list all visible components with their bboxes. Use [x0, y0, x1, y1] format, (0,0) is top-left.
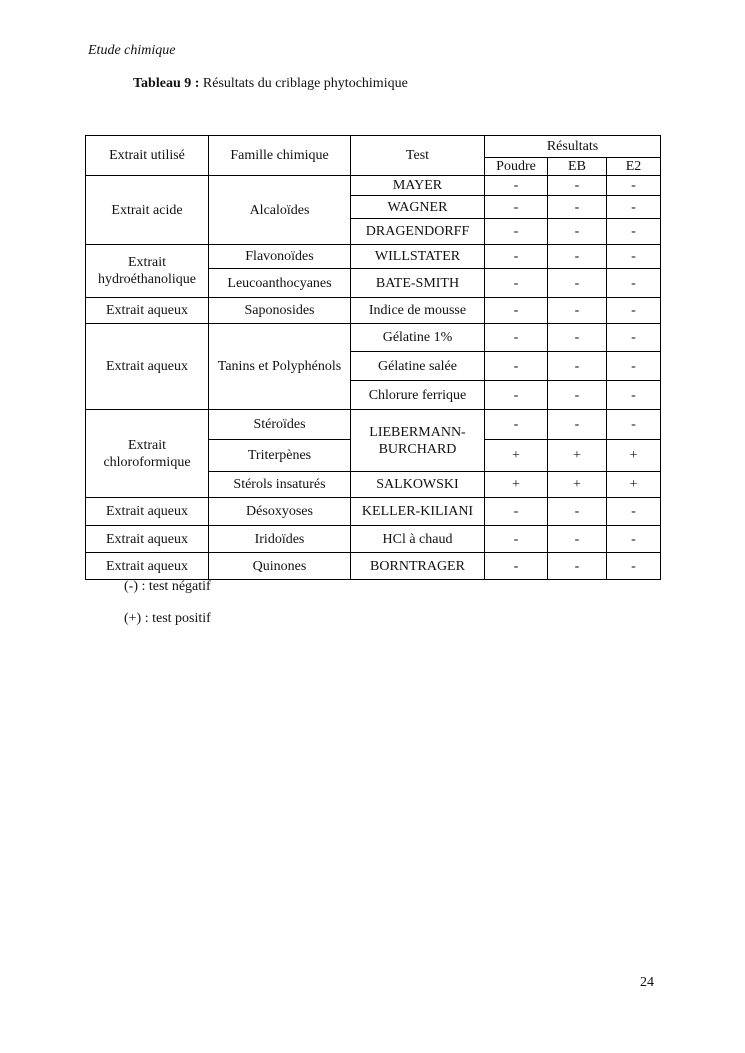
- eb-cell: -: [548, 381, 607, 410]
- test-cell: DRAGENDORFF: [351, 219, 485, 245]
- eb-cell: -: [548, 269, 607, 298]
- poudre-cell: -: [485, 298, 548, 324]
- eb-cell: -: [548, 196, 607, 219]
- extrait-cell: Extrait acide: [86, 176, 209, 245]
- running-header: Etude chimique: [88, 43, 176, 58]
- e2-cell: -: [607, 176, 661, 196]
- extrait-cell: Extrait aqueux: [86, 324, 209, 410]
- caption-label: Tableau 9 :: [133, 76, 200, 91]
- e2-cell: -: [607, 526, 661, 553]
- legend-negative: (-) : test négatif: [124, 579, 211, 594]
- poudre-cell: -: [485, 324, 548, 352]
- eb-cell: +: [548, 440, 607, 472]
- e2-cell: -: [607, 352, 661, 381]
- eb-cell: -: [548, 526, 607, 553]
- eb-cell: -: [548, 352, 607, 381]
- e2-cell: -: [607, 410, 661, 440]
- extrait-cell: Extrait hydroéthanolique: [86, 245, 209, 298]
- poudre-cell: -: [485, 410, 548, 440]
- famille-cell: Quinones: [209, 553, 351, 580]
- test-cell: LIEBERMANN-BURCHARD: [351, 410, 485, 472]
- famille-cell: Désoxyoses: [209, 498, 351, 526]
- e2-cell: +: [607, 472, 661, 498]
- poudre-cell: -: [485, 196, 548, 219]
- poudre-cell: -: [485, 381, 548, 410]
- poudre-cell: -: [485, 352, 548, 381]
- poudre-cell: +: [485, 440, 548, 472]
- table-row: [86, 410, 661, 440]
- table-row: [86, 245, 661, 269]
- table-row: [86, 526, 661, 553]
- test-cell: KELLER-KILIANI: [351, 498, 485, 526]
- test-cell: Indice de mousse: [351, 298, 485, 324]
- eb-cell: -: [548, 324, 607, 352]
- eb-cell: -: [548, 410, 607, 440]
- caption-text: Résultats du criblage phytochimique: [199, 76, 408, 91]
- poudre-cell: -: [485, 526, 548, 553]
- header-resultats: Résultats: [485, 136, 661, 158]
- famille-cell: Flavonoïdes: [209, 245, 351, 269]
- e2-cell: -: [607, 553, 661, 580]
- eb-cell: -: [548, 498, 607, 526]
- page-number: 24: [640, 975, 654, 990]
- eb-cell: -: [548, 553, 607, 580]
- test-cell: WILLSTATER: [351, 245, 485, 269]
- famille-cell: Triterpènes: [209, 440, 351, 472]
- table-caption: [133, 76, 408, 92]
- header-test: Test: [351, 136, 485, 176]
- table-row: [86, 298, 661, 324]
- eb-cell: -: [548, 176, 607, 196]
- e2-cell: -: [607, 381, 661, 410]
- header-extrait: Extrait utilisé: [86, 136, 209, 176]
- poudre-cell: -: [485, 498, 548, 526]
- header-eb: EB: [548, 158, 607, 176]
- legend-positive: (+) : test positif: [124, 611, 211, 626]
- e2-cell: -: [607, 269, 661, 298]
- test-cell: WAGNER: [351, 196, 485, 219]
- test-cell: Gélatine 1%: [351, 324, 485, 352]
- table-row: [86, 498, 661, 526]
- extrait-cell: Extrait chloroformique: [86, 410, 209, 498]
- results-table: [85, 135, 661, 580]
- extrait-cell: Extrait aqueux: [86, 526, 209, 553]
- famille-cell: Saponosides: [209, 298, 351, 324]
- poudre-cell: -: [485, 245, 548, 269]
- eb-cell: -: [548, 245, 607, 269]
- extrait-cell: Extrait aqueux: [86, 298, 209, 324]
- test-cell: HCl à chaud: [351, 526, 485, 553]
- table-row: [86, 324, 661, 352]
- test-cell: BORNTRAGER: [351, 553, 485, 580]
- famille-cell: Tanins et Polyphénols: [209, 324, 351, 410]
- test-cell: MAYER: [351, 176, 485, 196]
- test-cell: Gélatine salée: [351, 352, 485, 381]
- famille-cell: Leucoanthocyanes: [209, 269, 351, 298]
- header-row: [86, 136, 661, 158]
- famille-cell: Stérols insaturés: [209, 472, 351, 498]
- poudre-cell: -: [485, 219, 548, 245]
- test-cell: SALKOWSKI: [351, 472, 485, 498]
- poudre-cell: -: [485, 269, 548, 298]
- e2-cell: +: [607, 440, 661, 472]
- eb-cell: -: [548, 298, 607, 324]
- poudre-cell: +: [485, 472, 548, 498]
- test-cell: BATE-SMITH: [351, 269, 485, 298]
- test-cell: Chlorure ferrique: [351, 381, 485, 410]
- e2-cell: -: [607, 245, 661, 269]
- e2-cell: -: [607, 196, 661, 219]
- e2-cell: -: [607, 219, 661, 245]
- poudre-cell: -: [485, 553, 548, 580]
- e2-cell: -: [607, 324, 661, 352]
- famille-cell: Iridoïdes: [209, 526, 351, 553]
- eb-cell: +: [548, 472, 607, 498]
- e2-cell: -: [607, 298, 661, 324]
- eb-cell: -: [548, 219, 607, 245]
- table-row: [86, 553, 661, 580]
- extrait-cell: Extrait aqueux: [86, 498, 209, 526]
- famille-cell: Stéroïdes: [209, 410, 351, 440]
- header-famille: Famille chimique: [209, 136, 351, 176]
- famille-cell: Alcaloïdes: [209, 176, 351, 245]
- table-row: [86, 176, 661, 196]
- header-poudre: Poudre: [485, 158, 548, 176]
- header-e2: E2: [607, 158, 661, 176]
- poudre-cell: -: [485, 176, 548, 196]
- e2-cell: -: [607, 498, 661, 526]
- extrait-cell: Extrait aqueux: [86, 553, 209, 580]
